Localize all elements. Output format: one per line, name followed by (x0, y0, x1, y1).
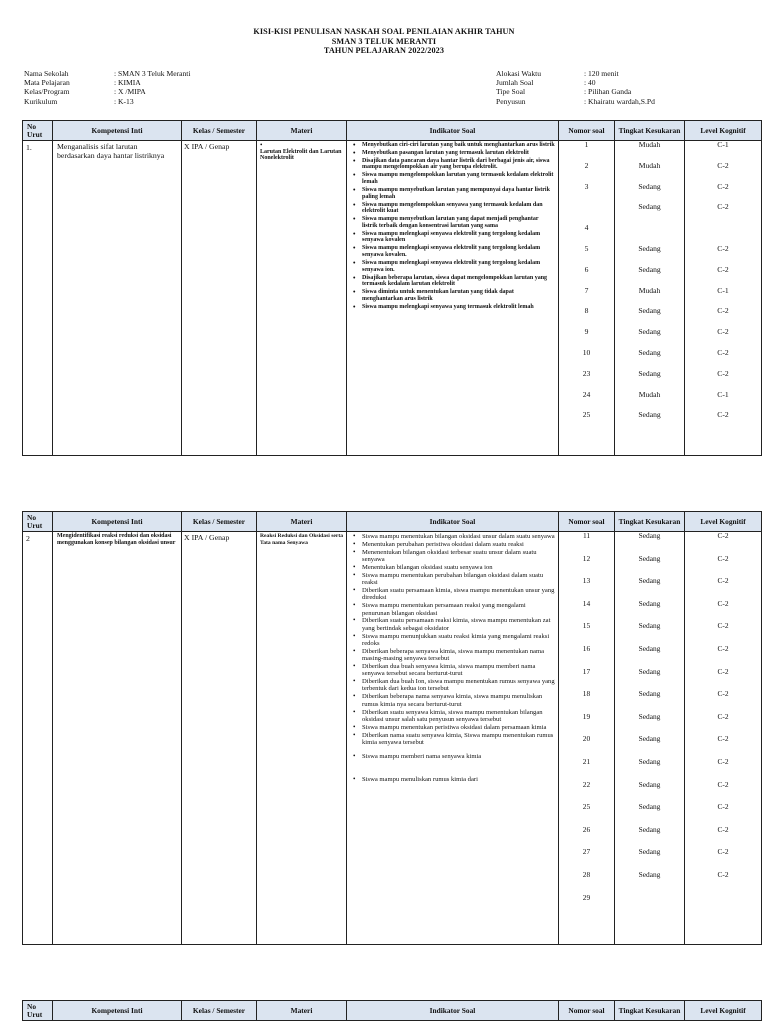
nomor-soal: 23 (582, 368, 591, 378)
header-nomor-soal: Nomor soal (559, 512, 615, 532)
level-kognitif: C-2 (717, 410, 729, 420)
kisi-table-3 (22, 1000, 762, 1021)
nomor-soal: 14 (582, 598, 591, 608)
nomor-soal: 28 (582, 869, 591, 879)
nomor-soal: 20 (582, 734, 591, 744)
kelas-cell: X IPA / Genap (182, 532, 257, 945)
nomor-soal: 16 (582, 643, 591, 653)
nomor-soal: 2 (584, 160, 589, 170)
indikator-item: • Disajikan beberapa larutan, siswa dapat mengelompokkan larutan yang termasuk kedalam larutan elektrolit (353, 275, 555, 288)
info-row (24, 69, 191, 78)
level-kognitif: C-2 (717, 802, 729, 812)
indikator-item: • Siswa mampu menuliskan rumus kimia dari (353, 776, 555, 783)
tingkat-kesukaran: Sedang (638, 711, 661, 721)
nomor-soal: 29 (582, 892, 591, 902)
title-line: TAHUN PELAJARAN 2022/2023 (323, 46, 445, 55)
level-kognitif: C-2 (717, 734, 729, 744)
tingkat-kesukaran: Sedang (638, 869, 661, 879)
bullet-icon: • (260, 141, 263, 149)
nomor-soal: 8 (584, 306, 589, 316)
nomor-soal: 17 (582, 666, 591, 676)
info-row (24, 97, 191, 106)
tingkat-kesukaran: Sedang (638, 779, 661, 789)
nomor-soal: 6 (584, 264, 589, 274)
tingkat-kesukaran: Sedang (638, 598, 661, 608)
header-indikator-soal: Indikator Soal (347, 512, 559, 532)
level-kognitif: C-2 (717, 711, 729, 721)
info-value: : SMAN 3 Teluk Meranti (114, 69, 191, 78)
indikator-item: • Diberikan dua buah Ion, siswa mampu menentukan rumus senyawa yang terbentuk dari kedua ion tersebut (353, 678, 555, 693)
nomor-soal: 9 (584, 327, 589, 337)
indikator-item: • Siswa mampu menunjukkan suatu reaksi kimia yang mengalami reaksi redoks (353, 633, 555, 648)
tingkat-kesukaran: Sedang (638, 531, 661, 540)
level-kognitif: C-2 (717, 531, 729, 540)
table-header-row (23, 512, 762, 532)
nomor-soal: 11 (582, 531, 591, 540)
school-info (24, 69, 191, 106)
info-value: : Khairatu wardah,S.Pd (584, 96, 655, 106)
tingkat-kesukaran: Sedang (638, 327, 661, 337)
indikator-item: • Diberikan nama suatu senyawa kimia, Siswa mampu menentukan rumus kimia senyawa tersebut (353, 732, 555, 747)
indikator-item: • Siswa mampu menentukan bilangan oksidasi unsur dalam suatu senyawa (353, 533, 555, 540)
info-label: Kelas/Program (24, 87, 70, 97)
materi-cell: Reaksi Reduksi dan Oksidasi serta Tata nama Senyawa (257, 532, 347, 945)
level-kognitif (685, 224, 761, 245)
indikator-list (353, 533, 555, 783)
header-tingkat-kesukaran: Tingkat Kesukaran (615, 512, 685, 532)
info-row (496, 78, 655, 87)
title-line: SMAN 3 TELUK MERANTI (331, 36, 437, 46)
info-value: : 120 menit (584, 69, 619, 78)
materi-text: Larutan Elektrolit dan Larutan Nonelektrolit (260, 148, 342, 162)
nomor-soal: 26 (582, 824, 591, 834)
header-kelas-semester: Kelas / Semester (182, 121, 257, 141)
tingkat-kesukaran: Sedang (638, 410, 661, 420)
level-kognitif: C-2 (717, 643, 729, 653)
info-label: Penyusun (496, 96, 526, 106)
kompetensi-inti-cell: Mengidentifikasi reaksi reduksi dan oksidasi menggunakan konsep bilangan oksidasi unsur (53, 532, 182, 945)
tingkat-kesukaran-cell (615, 532, 685, 945)
tingkat-kesukaran: Sedang (638, 576, 661, 586)
header-nomor-soal: Nomor soal (559, 1001, 615, 1021)
indikator-item: • Diberikan dua buah senyawa kimia, siswa mampu memberi nama senyawa tersebut secara berturut-turut (353, 663, 555, 678)
nomor-soal (559, 203, 614, 224)
level-kognitif: C-2 (717, 779, 729, 789)
indikator-item: • Siswa mampu mengelompokkan larutan yang termasuk kedalam elektrolit lemah (353, 172, 555, 185)
tingkat-kesukaran: Sedang (638, 847, 661, 857)
level-kognitif: C-2 (717, 243, 729, 253)
header-materi: Materi (257, 512, 347, 532)
nomor-soal: 21 (582, 756, 591, 766)
tingkat-kesukaran: Sedang (638, 621, 661, 631)
indikator-item: • Siswa mampu menentukan perubahan bilangan oksidasi dalam suatu reaksi (353, 572, 555, 587)
indikator-cell (347, 141, 559, 456)
nomor-soal: 25 (582, 802, 591, 812)
indikator-item: • Siswa mampu mengelompokkan senyawa yang termasuk kedalam dan elektrolit kuat (353, 202, 555, 215)
level-kognitif: C-2 (717, 666, 729, 676)
info-row (24, 87, 191, 96)
header-kompetensi-inti: Kompetensi Inti (53, 121, 182, 141)
tingkat-kesukaran (615, 224, 684, 245)
indikator-item: • Menyebutkan ciri-ciri larutan yang baik untuk menghantarkan arus listrik (353, 142, 555, 149)
kelas-cell: X IPA / Genap (182, 141, 257, 456)
tingkat-kesukaran: Sedang (638, 643, 661, 653)
header-materi: Materi (257, 1001, 347, 1021)
indikator-item: • Diberikan suatu senyawa kimia, siswa mampu menentukan bilangan oksidasi unsur salah satu penyusun senyawa tersebut (353, 709, 555, 724)
tingkat-kesukaran: Sedang (638, 202, 661, 212)
kisi-table-1 (22, 120, 762, 456)
info-label: Nama Sekolah (24, 69, 69, 78)
nomor-soal: 19 (582, 711, 591, 721)
kompetensi-inti-cell: Menganalisis sifat larutan berdasarkan daya hantar listriknya (53, 141, 182, 456)
info-row (24, 78, 191, 87)
indikator-item: • Diberikan suatu persamaan kimia, siswa mampu menentukan unsur yang direduksi (353, 587, 555, 602)
nomor-soal: 3 (584, 181, 589, 191)
indikator-item: • Menentukan bilangan oksidasi suatu senyawa ion (353, 564, 555, 571)
nomor-soal: 15 (582, 621, 591, 631)
indikator-item: • Diberikan suatu persamaan reaksi kimia, siswa mampu menentukan zat yang bertindak sebagai oksidator (353, 617, 555, 632)
nomor-soal-cell (559, 141, 615, 456)
header-kelas-semester: Kelas / Semester (182, 512, 257, 532)
indikator-item: • Siswa diminta untuk menentukan larutan yang tidak dapat menghantarkan arus listrik (353, 289, 555, 302)
nomor-soal: 24 (582, 389, 591, 399)
tingkat-kesukaran: Sedang (638, 347, 661, 357)
nomor-soal: 18 (582, 689, 591, 699)
indikator-item: • Menentukan perubahan peristiwa oksidasi dalam suatu reaksi (353, 541, 555, 548)
level-kognitif: C-1 (717, 285, 729, 295)
tingkat-kesukaran: Sedang (638, 824, 661, 834)
indikator-item: • Menenentukan bilangan oksidasi terbesar suatu unsur dalam suatu senyawa (353, 549, 555, 564)
indikator-item: • Siswa mampu menyebutkan larutan yang dapat menjadi penghantar listrik terbaik dengan konsentrasi larutan yang sama (353, 216, 555, 229)
table-row (23, 532, 762, 945)
table-row (23, 141, 762, 456)
indikator-item: • Siswa mampu melengkapi senyawa elektrolit yang tergolong kedalam senyawa ion. (353, 260, 555, 273)
level-kognitif: C-2 (717, 327, 729, 337)
header-no-urut: No Urut (23, 512, 53, 532)
nomor-soal: 25 (582, 410, 591, 420)
nomor-soal: 4 (584, 223, 589, 233)
header-level-kognitif: Level Kognitif (685, 1001, 762, 1021)
nomor-soal: 22 (582, 779, 591, 789)
header-level-kognitif: Level Kognitif (685, 512, 762, 532)
document-title (0, 27, 768, 56)
info-label: Alokasi Waktu (496, 69, 542, 78)
nomor-soal: 1 (584, 140, 589, 149)
tingkat-kesukaran: Sedang (638, 689, 661, 699)
header-tingkat-kesukaran: Tingkat Kesukaran (615, 121, 685, 141)
header-indikator-soal: Indikator Soal (347, 121, 559, 141)
tingkat-kesukaran: Sedang (638, 756, 661, 766)
indikator-item: • Siswa mampu melengkapi senyawa elektrolit yang tergolong kedalam senyawa kovalen. (353, 245, 555, 258)
header-kelas-semester: Kelas / Semester (182, 1001, 257, 1021)
level-kognitif: C-2 (717, 869, 729, 879)
header-materi: Materi (257, 121, 347, 141)
header-indikator-soal: Indikator Soal (347, 1001, 559, 1021)
exam-info (496, 69, 655, 106)
level-kognitif: C-2 (717, 598, 729, 608)
header-nomor-soal: Nomor soal (559, 121, 615, 141)
indikator-item: • Siswa mampu melengkapi senyawa yang termasuk elektrolit lemah (353, 304, 555, 311)
level-kognitif: C-1 (717, 389, 729, 399)
no-urut-cell: 1. (23, 141, 53, 456)
nomor-soal: 13 (582, 576, 591, 586)
indikator-list (353, 142, 555, 310)
tingkat-kesukaran: Sedang (638, 243, 661, 253)
level-kognitif: C-2 (717, 264, 729, 274)
nomor-soal: 10 (582, 347, 591, 357)
level-kognitif: C-2 (717, 160, 729, 170)
indikator-item: • Diberikan beberapa nama senyawa kimia, siswa mampu menuliskan rumus kimia nya secara berturut-turut (353, 693, 555, 708)
info-row (496, 69, 655, 78)
info-label: Jumlah Soal (496, 78, 534, 88)
level-kognitif-cell (685, 532, 762, 945)
header-level-kognitif: Level Kognitif (685, 121, 762, 141)
indikator-item: • Siswa mampu menyebutkan larutan yang mempunyai daya hantar listrik paling lemah (353, 187, 555, 200)
level-kognitif: C-2 (717, 202, 729, 212)
info-value: : K-13 (114, 96, 134, 106)
info-label: Mata Pelajaran (24, 78, 70, 88)
level-kognitif: C-2 (717, 181, 729, 191)
indikator-item: • Siswa mampu menentukan persamaan reaksi yang mengalami penurunan bilangan oksidasi (353, 602, 555, 617)
info-label: Tipe Soal (496, 87, 526, 97)
level-kognitif: C-2 (717, 576, 729, 586)
tingkat-kesukaran: Sedang (638, 264, 661, 274)
kisi-table-2 (22, 511, 762, 945)
indikator-item: • Siswa mampu melengkapi senyawa elektrolit yang tergolong kedalam senyawa kovalen (353, 231, 555, 244)
level-kognitif: C-2 (717, 689, 729, 699)
info-label: Kurikulum (24, 96, 58, 106)
header-kompetensi-inti: Kompetensi Inti (53, 512, 182, 532)
no-urut-cell: 2 (23, 532, 53, 945)
level-kognitif: C-2 (717, 347, 729, 357)
indikator-item: • Siswa mampu memberi nama senyawa kimia (353, 753, 555, 760)
table-header-row (23, 1001, 762, 1021)
header-no-urut: No Urut (23, 121, 53, 141)
tingkat-kesukaran: Sedang (638, 368, 661, 378)
nomor-soal: 27 (582, 847, 591, 857)
tingkat-kesukaran: Sedang (638, 734, 661, 744)
level-kognitif: C-1 (717, 140, 729, 149)
nomor-soal: 5 (584, 243, 589, 253)
level-kognitif: C-2 (717, 847, 729, 857)
info-value: : X /MIPA (114, 87, 146, 97)
header-kompetensi-inti: Kompetensi Inti (53, 1001, 182, 1021)
info-row (496, 87, 655, 96)
table-header-row (23, 121, 762, 141)
header-tingkat-kesukaran: Tingkat Kesukaran (615, 1001, 685, 1021)
nomor-soal: 7 (584, 285, 589, 295)
info-value: : KIMIA (114, 78, 141, 88)
tingkat-kesukaran: Mudah (638, 285, 661, 295)
tingkat-kesukaran: Sedang (638, 553, 661, 563)
level-kognitif: C-2 (717, 368, 729, 378)
title-line: KISI-KISI PENULISAN NASKAH SOAL PENILAIAN AKHIR TAHUN (253, 27, 515, 36)
level-kognitif: C-2 (717, 621, 729, 631)
indikator-item: • Menyebutkan pasangan larutan yang termasuk larutan elektrolit (353, 150, 555, 157)
tingkat-kesukaran: Mudah (638, 140, 661, 149)
tingkat-kesukaran: Sedang (638, 802, 661, 812)
tingkat-kesukaran: Sedang (638, 666, 661, 676)
tingkat-kesukaran: Mudah (638, 160, 661, 170)
tingkat-kesukaran: Sedang (638, 306, 661, 316)
info-value: : 40 (584, 78, 596, 88)
tingkat-kesukaran-cell (615, 141, 685, 456)
info-value: : Pilihan Ganda (584, 87, 632, 97)
level-kognitif: C-2 (717, 756, 729, 766)
indikator-item: • Disajikan data pancaran daya hantar listrik dari berbagai jenis air, siswa mampu mengelompokkan air yang berupa elektrolit. (353, 158, 555, 171)
level-kognitif-cell (685, 141, 762, 456)
indikator-item: • Diberikan beberapa senyawa kimia, siswa mampu menentukan nama masing-masing senyawa tersebut (353, 648, 555, 663)
tingkat-kesukaran: Mudah (638, 389, 661, 399)
tingkat-kesukaran: Sedang (638, 181, 661, 191)
materi-cell (257, 141, 347, 456)
level-kognitif: C-2 (717, 824, 729, 834)
nomor-soal-cell (559, 532, 615, 945)
header-no-urut: No Urut (23, 1001, 53, 1021)
nomor-soal: 12 (582, 553, 591, 563)
indikator-cell (347, 532, 559, 945)
indikator-item: • Siswa mampu menentukan peristiwa oksidasi dalam persamaan kimia (353, 724, 555, 731)
info-row (496, 97, 655, 106)
level-kognitif: C-2 (717, 306, 729, 316)
level-kognitif: C-2 (717, 553, 729, 563)
